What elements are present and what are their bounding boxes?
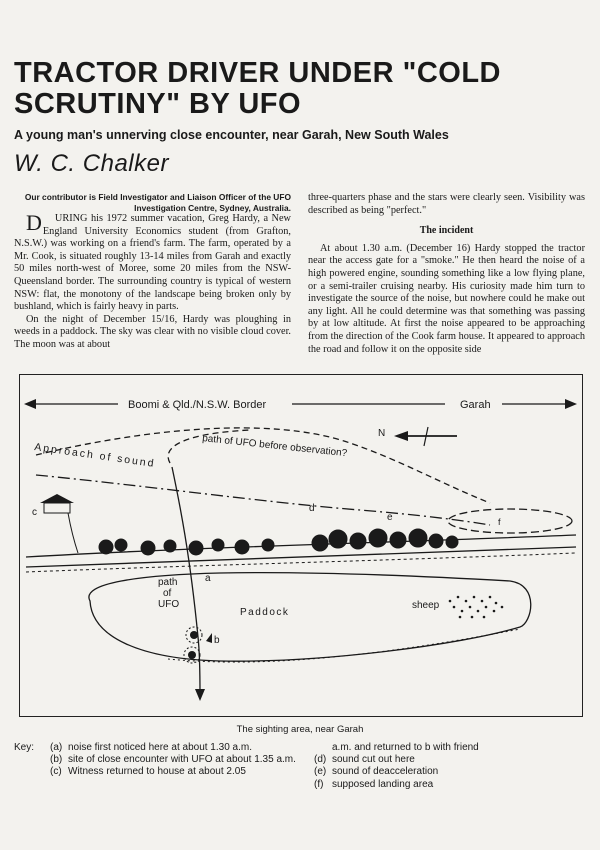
text-column-right xyxy=(308,192,585,356)
paragraph-1-text: URING his 1972 summer vacation, Greg Hardy, a New England University Economics student (from Grafton, N.S.W.) was working on a friend's farm. The farm, operated by a Mr. Cook, is situated roughly 13-14 miles from Garah and exactly 50 miles north-west of Moree, some 20 miles from the NSW-Queensland border. The surrounding country is typical of western NSW: flat, the monotony of the landscape being broken only by bushland, which is fairly heavy in parts. xyxy=(14,213,291,313)
text-column-left xyxy=(14,192,291,352)
key-text-c: Witness returned to house at about 2.05 xyxy=(68,766,246,778)
key-letter-f: (f) xyxy=(314,778,324,790)
key-text-f: supposed landing area xyxy=(332,778,434,790)
key-column-2 xyxy=(314,742,574,791)
farm-house xyxy=(40,494,74,513)
key-item-e xyxy=(314,766,574,778)
marker-e: e xyxy=(387,512,393,523)
contributor-note: Our contributor is Field Investigator and Liaison Officer of the UFO Investigation Centre, Sydney, Australia. xyxy=(24,192,291,213)
sheep-flock xyxy=(449,596,504,619)
key-text-a: noise first noticed here at about 1.30 a.m. xyxy=(68,742,252,753)
key-letter-a: (a) xyxy=(50,742,63,753)
marker-a: a xyxy=(205,573,211,584)
sound-approach-path xyxy=(36,475,490,525)
author: W. C. Chalker xyxy=(14,150,169,177)
key-item-b xyxy=(50,754,305,766)
key-label: Key: xyxy=(14,742,35,753)
key-text-b: site of close encounter with UFO at about 1.35 a.m. xyxy=(68,754,296,766)
key-item-d xyxy=(314,754,574,766)
north-arrow-head xyxy=(394,431,408,441)
label-garah: Garah xyxy=(460,399,491,411)
label-paddock: Paddock xyxy=(240,607,290,618)
paragraph-2: On the night of December 15/16, Hardy was ploughing in weeds in a paddock. The sky was clear with no visible cloud cover. The moon was at about xyxy=(14,313,291,350)
marker-c: c xyxy=(32,507,37,518)
key-text-e: sound of deacceleration xyxy=(332,766,439,778)
subtitle: A young man's unnerving close encounter, near Garah, New South Wales xyxy=(14,128,449,142)
landing-area xyxy=(448,509,572,533)
label-path-ufo-3: UFO xyxy=(158,599,180,610)
ufo-path-arrowhead xyxy=(195,689,205,701)
house-track xyxy=(68,513,78,553)
arrow-head-right xyxy=(565,399,577,409)
key-item-a xyxy=(50,742,305,754)
map-caption: The sighting area, near Garah xyxy=(236,724,364,735)
paragraph-2-continued: three-quarters phase and the stars were clearly seen. Visibility was described as being "perfect." xyxy=(308,192,585,216)
key-item-c xyxy=(50,766,305,778)
section-heading-incident: The incident xyxy=(419,225,474,237)
key-letter-b: (b) xyxy=(50,754,63,766)
marker-f: f xyxy=(498,517,501,527)
key-letter-d: (d) xyxy=(314,754,327,766)
bushland xyxy=(99,529,458,555)
fence-line xyxy=(26,553,576,572)
marker-b: b xyxy=(214,635,220,646)
key-letter-c: (c) xyxy=(50,766,62,778)
headline: TRACTOR DRIVER UNDER "COLD SCRUTINY" BY UFO xyxy=(14,57,501,120)
paddock-outline xyxy=(89,573,531,662)
label-sheep: sheep xyxy=(412,600,440,611)
label-boomi-border: Boomi & Qld./N.S.W. Border xyxy=(128,399,267,411)
paragraph-1 xyxy=(14,210,291,314)
key-text-d: sound cut out here xyxy=(332,754,415,766)
key-text-c-continued: a.m. and returned to b with friend xyxy=(332,742,479,753)
arrow-head-left xyxy=(24,399,36,409)
map-drawing xyxy=(20,375,581,715)
key-column-1 xyxy=(50,742,305,779)
label-approach-sound: Approach of sound xyxy=(33,441,157,470)
label-path-ufo-1: path xyxy=(158,577,178,588)
key-letter-e: (e) xyxy=(314,766,327,778)
paragraph-3: At about 1.30 a.m. (December 16) Hardy stopped the tractor near the access gate for a "smoke." He then heard the noise of a high powered engine, sounding something like a low flying plane, or a semi-trailer cruising nearby. His curiosity made him turn to investigate the source of the noise, but nowhere could he make out any light. All he could determine was that something was passing by at low altitude. At first the noise appeared to be approaching from the direction of the Cook farm house. It appeared to approach the road and follow it on the opposite side xyxy=(308,242,585,355)
label-path-before: path of UFO before observation? xyxy=(201,433,348,460)
marker-d: d xyxy=(309,503,315,514)
drop-cap: D xyxy=(26,210,42,235)
label-path-ufo-2: of xyxy=(163,588,172,599)
paddock-fence xyxy=(168,629,520,662)
north-label: N xyxy=(378,428,386,439)
sighting-map xyxy=(19,374,583,717)
key-item-f xyxy=(314,779,574,791)
